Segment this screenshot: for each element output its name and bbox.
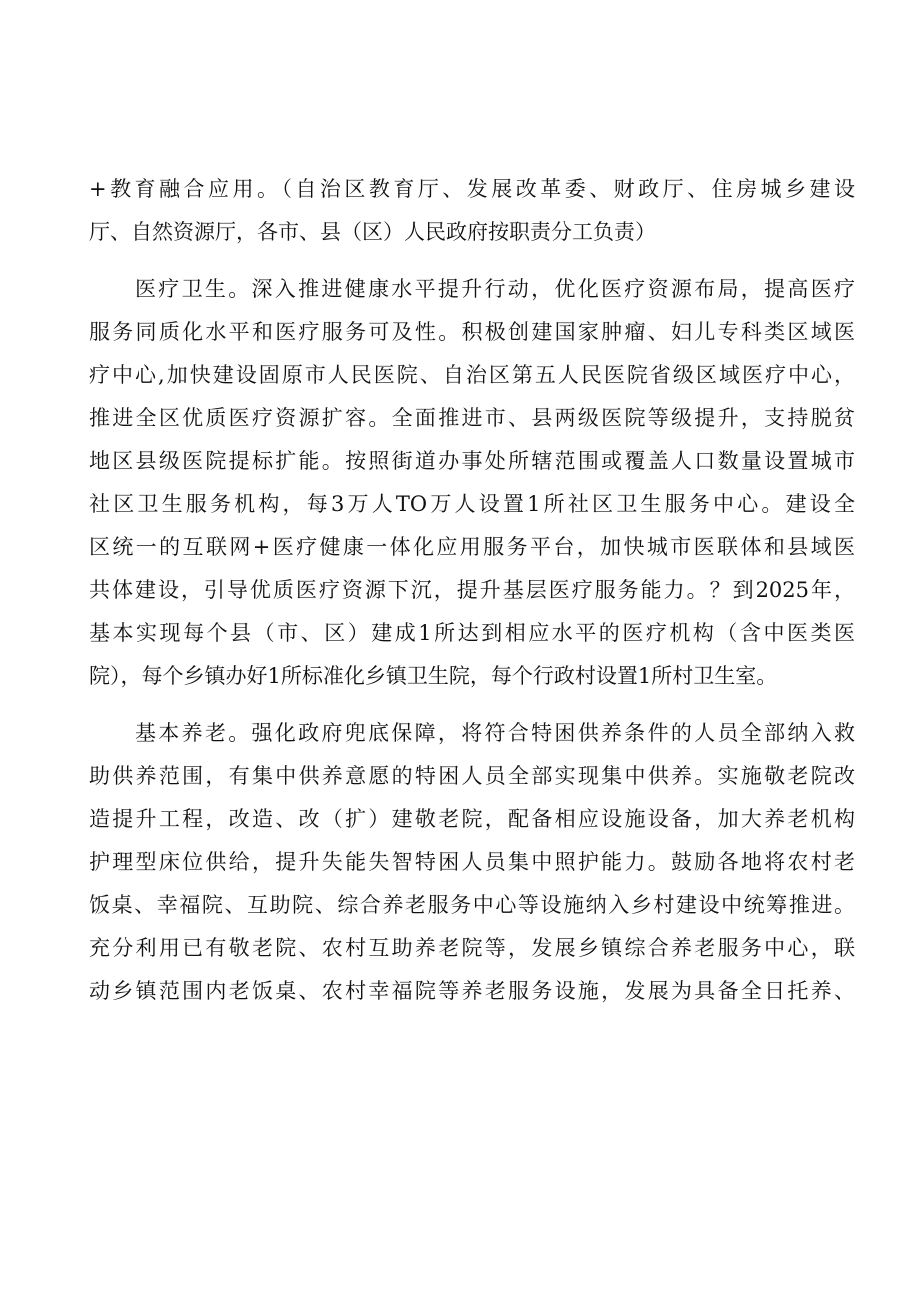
- paragraph-education: [89, 168, 855, 254]
- text-line: 推进全区优质医疗资源扩容。全面推进市、县两级医院等级提升，支持脱贫: [89, 406, 855, 430]
- text-line: 地区县级医院提标扩能。按照街道办事处所辖范围或覆盖人口数量设置城市: [89, 449, 855, 473]
- text-line: 基本养老。强化政府兜底保障，将符合特困供养条件的人员全部纳入救: [135, 721, 855, 745]
- paragraph-medical: [89, 268, 855, 698]
- text-line: 助供养范围，有集中供养意愿的特困人员全部实现集中供养。实施敬老院改: [89, 764, 855, 788]
- text-line: +教育融合应用。（自治区教育厅、发展改革委、财政厅、住房城乡建设: [89, 177, 855, 201]
- text-line: 基本实现每个县（市、区）建成1所达到相应水平的医疗机构（含中医类医: [89, 621, 855, 645]
- text-line: 饭桌、幸福院、互助院、综合养老服务中心等设施纳入乡村建设中统筹推进。: [89, 893, 855, 917]
- text-line: 疗中心,加快建设固原市人民医院、自治区第五人民医院省级区域医疗中心，: [89, 363, 855, 387]
- paragraph-gap: [89, 254, 855, 268]
- text-line: 区统一的互联网+医疗健康一体化应用服务平台，加快城市医联体和县域医: [89, 535, 855, 559]
- text-line: 服务同质化水平和医疗服务可及性。积极创建国家肿瘤、妇儿专科类区域医: [89, 320, 855, 344]
- text-line: 护理型床位供给，提升失能失智特困人员集中照护能力。鼓励各地将农村老: [89, 850, 855, 874]
- text-line: 院），每个乡镇办好1所标准化乡镇卫生院，每个行政村设置1所村卫生室。: [89, 664, 778, 688]
- paragraph-elderly-care: [89, 712, 855, 1013]
- text-line: 社区卫生服务机构，每3万人TO万人设置1所社区卫生服务中心。建设全: [89, 492, 855, 516]
- text-line: 厅、自然资源厅，各市、县（区）人民政府按职责分工负责）: [89, 220, 656, 244]
- text-line: 造提升工程，改造、改（扩）建敬老院，配备相应设施设备，加大养老机构: [89, 807, 855, 831]
- paragraph-gap: [89, 698, 855, 712]
- text-line: 医疗卫生。深入推进健康水平提升行动，优化医疗资源布局，提高医疗: [135, 277, 855, 301]
- text-line: 充分利用已有敬老院、农村互助养老院等，发展乡镇综合养老服务中心，联: [89, 936, 855, 960]
- text-line: 共体建设，引导优质医疗资源下沉，提升基层医疗服务能力。？到2025年，: [89, 578, 855, 602]
- text-line: 动乡镇范围内老饭桌、农村幸福院等养老服务设施，发展为具备全日托养、: [89, 979, 855, 1003]
- body-text: [89, 168, 855, 1013]
